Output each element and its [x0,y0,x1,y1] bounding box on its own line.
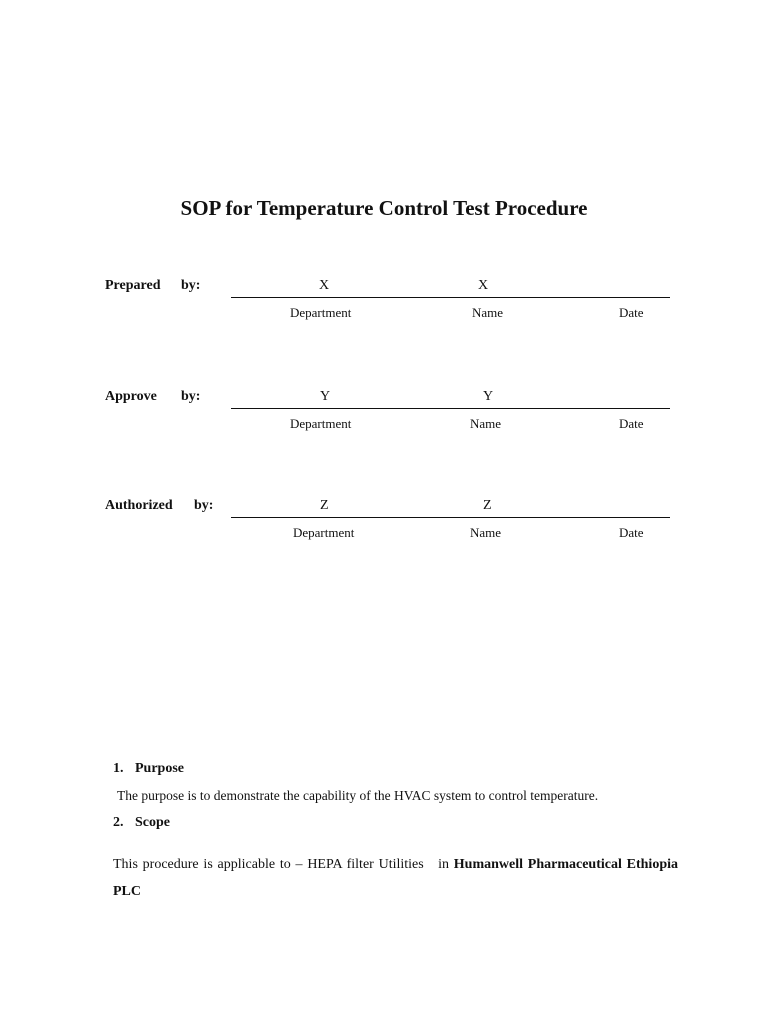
signature-by-label: by: [194,498,214,513]
signature-role-label: Authorized [105,498,173,513]
signature-role-label: Approve [105,389,157,404]
purpose-paragraph: The purpose is to demonstrate the capability of the HVAC system to control temperature. [117,788,599,803]
signature-block-prepared [0,278,768,338]
signature-block-authorized [0,498,768,558]
date-label: Date [619,525,644,540]
signature-line [231,297,670,298]
department-value: Z [320,498,329,513]
department-label: Department [290,305,352,320]
name-value: X [478,278,489,293]
company-name: Humanwell Pharmaceutical Ethiopia PLC [113,857,678,899]
signature-block-approve [0,389,768,449]
signature-line [231,408,670,409]
scope-text: This procedure is applicable to – HEPA filter Utilities in [113,857,449,872]
document-title: SOP for Temperature Control Test Procedure [180,196,588,220]
name-label: Name [472,305,504,320]
signature-by-label: by: [181,278,201,293]
department-label: Department [293,525,355,540]
department-label: Department [290,416,352,431]
name-value: Y [483,389,494,404]
section-heading-scope [113,815,170,831]
date-label: Date [619,416,644,431]
section-title: Scope [135,815,170,830]
name-label: Name [470,416,502,431]
name-label: Name [470,525,502,540]
name-value: Z [483,498,492,513]
signature-line [231,517,670,518]
section-number: 2. [113,815,124,830]
section-heading-purpose [113,761,184,777]
date-label: Date [619,305,644,320]
department-value: Y [320,389,331,404]
signature-by-label: by: [181,389,201,404]
section-title: Purpose [135,761,184,776]
scope-paragraph [113,851,678,905]
signature-role-label: Prepared [105,278,161,293]
section-number: 1. [113,761,124,776]
department-value: X [319,278,330,293]
